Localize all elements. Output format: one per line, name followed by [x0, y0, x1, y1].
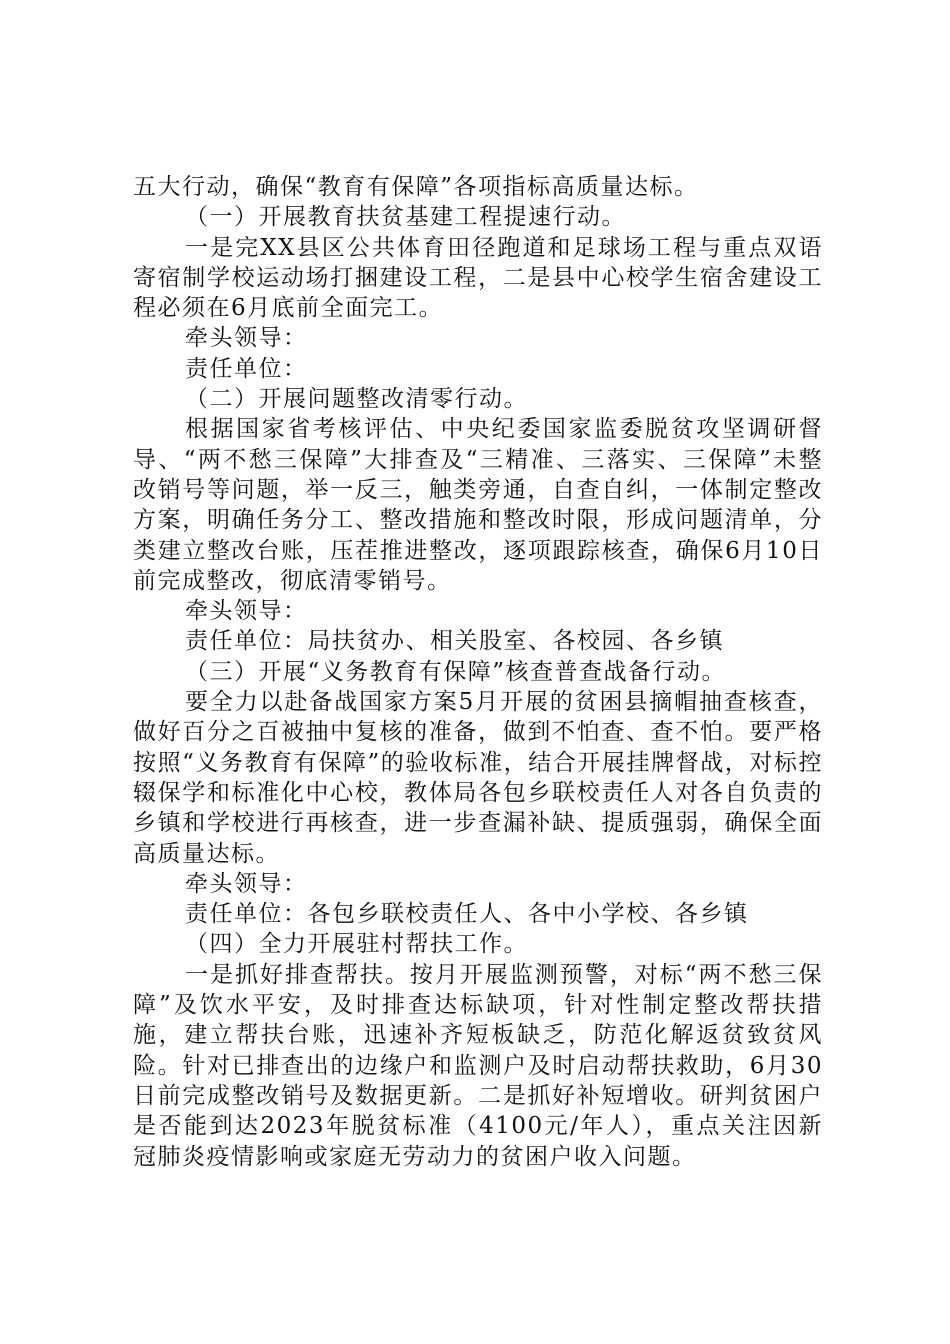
responsible-unit-3: 责任单位：各包乡联校责任人、各中小学校、各乡镇 — [185, 901, 749, 928]
lead-leader-label-2: 牵头领导： — [185, 598, 308, 625]
section-heading-3: （三）开展“义务教育有保障”核查普查战备行动。 — [185, 658, 727, 685]
paragraph-3: 一是完XX县区公共体育田径跑道和足球场工程与重点双语寄宿制学校运动场打捆建设工程，二是县中心校学生宿舍建设工程必须在6月底前全面完工。 — [133, 234, 823, 322]
lead-leader-label-3: 牵头领导： — [185, 870, 308, 897]
lead-leader-label-1: 牵头领导： — [185, 325, 308, 352]
section-heading-4: （四）全力开展驻村帮扶工作。 — [185, 931, 528, 958]
paragraph-11: 要全力以赴备战国家方案5月开展的贫困县摘帽抽查核查，做好百分之百被抽中复核的准备，做到不怕查、查不怕。要严格按照“义务教育有保障”的验收标准，结合开展挂牌督战，对标控辍保学和标准化中心校，教体局各包乡联校责任人对各自负责的乡镇和学校进行再核查，进一步查漏补缺、提质强弱，确保全面高质量达标。 — [133, 689, 823, 867]
document-body — [133, 172, 823, 1172]
section-heading-2: （二）开展问题整改清零行动。 — [185, 386, 528, 413]
section-heading-1: （一）开展教育扶贫基建工程提速行动。 — [185, 204, 626, 231]
paragraph-15: 一是抓好排查帮扶。按月开展监测预警，对标“两不愁三保障”及饮水平安，及时排查达标缺项，针对性制定整改帮扶措施，建立帮扶台账，迅速补齐短板缺乏，防范化解返贫致贫风险。针对已排查出的边缘户和监测户及时启动帮扶救助，6月30日前完成整改销号及数据更新。二是抓好补短增收。研判贫困户是否能到达2023年脱贫标准（4100元/年人），重点关注因新冠肺炎疫情影响或家庭无劳动力的贫困户收入问题。 — [133, 961, 823, 1170]
responsible-unit-2: 责任单位：局扶贫办、相关股室、各校园、各乡镇 — [185, 628, 724, 655]
responsible-unit-1: 责任单位： — [185, 355, 308, 382]
paragraph-7: 根据国家省考核评估、中央纪委国家监委脱贫攻坚调研督导、“两不愁三保障”大排查及“三精准、三落实、三保障”未整改销号等问题，举一反三，触类旁通，自查自纠，一体制定整改方案，明确任务分工、整改措施和整改时限，形成问题清单，分类建立整改台账，压茬推进整改，逐项跟踪核查，确保6月10日前完成整改，彻底清零销号。 — [133, 416, 823, 594]
paragraph-1: 五大行动，确保“教育有保障”各项指标高质量达标。 — [133, 174, 699, 200]
